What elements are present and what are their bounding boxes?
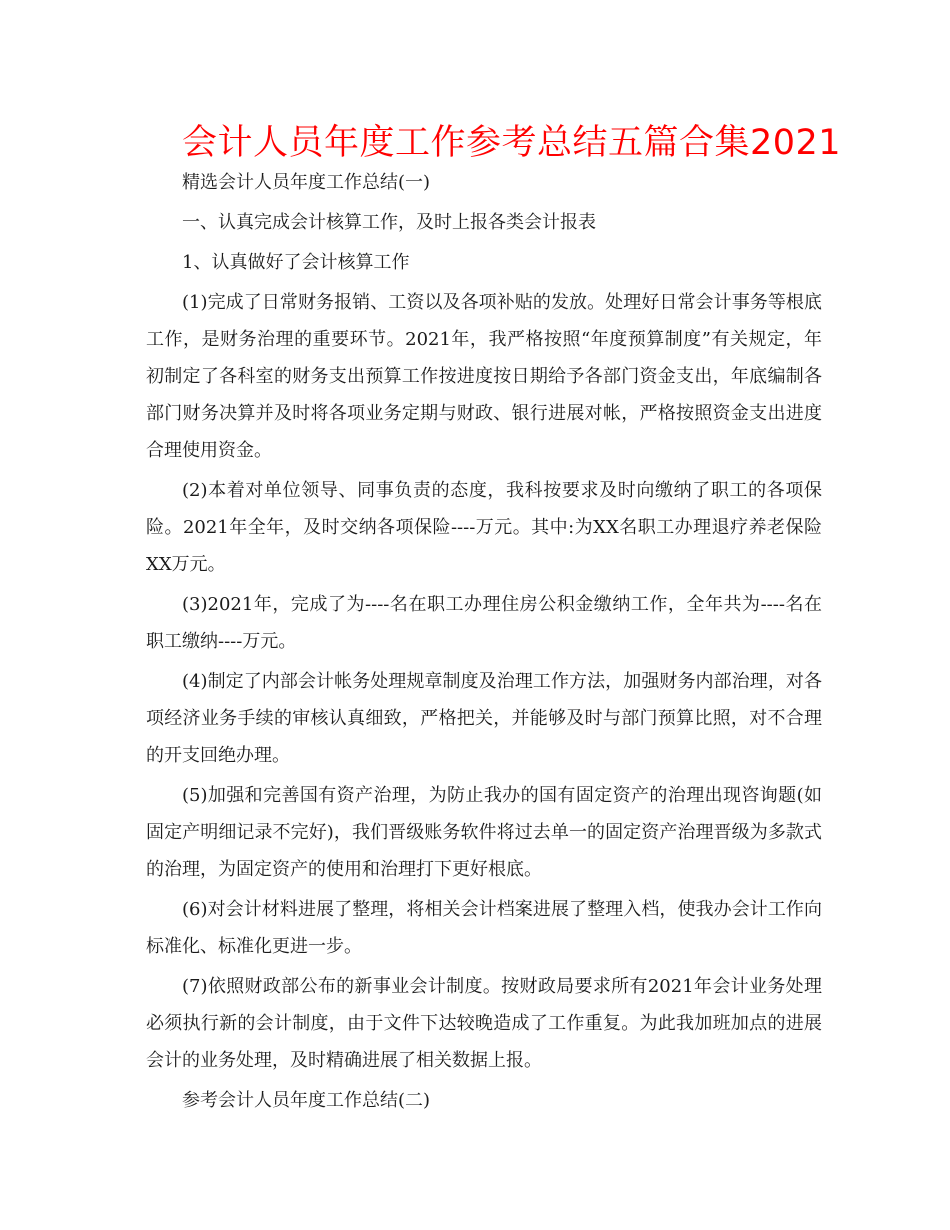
paragraph-7: (7)依照财政部公布的新事业会计制度。按财政局要求所有2021年会计业务处理必须执行新的会计制度，由于文件下达较晚造成了工作重复。为此我加班加点的进展会计的业务处理，及时精确进展了相关数据上报。: [146, 976, 822, 1071]
item-heading-1: 1、认真做好了会计核算工作: [182, 252, 410, 273]
paragraph-5: (5)加强和完善国有资产治理，为防止我办的国有固定资产的治理出现咨询题(如固定产明细记录不完好)，我们晋级账务软件将过去单一的固定资产治理晋级为多款式的治理，为固定资产的使用和治理打下更好根底。: [146, 785, 822, 880]
paragraph-4: (4)制定了内部会计帐务处理规章制度及治理工作方法，加强财务内部治理，对各项经济业务手续的审核认真细致，严格把关，并能够及时与部门预算比照，对不合理的开支回绝办理。: [146, 671, 822, 766]
paragraph-6: (6)对会计材料进展了整理，将相关会计档案进展了整理入档，使我办会计工作向标准化、标准化更进一步。: [146, 899, 822, 957]
section-heading-2: 参考会计人员年度工作总结(二): [182, 1090, 431, 1111]
subsection-heading-1: 一、认真完成会计核算工作，及时上报各类会计报表: [182, 212, 596, 233]
section-heading-1: 精选会计人员年度工作总结(一): [182, 172, 431, 193]
paragraph-2: (2)本着对单位领导、同事负责的态度，我科按要求及时向缴纳了职工的各项保险。2021年全年，及时交纳各项保险----万元。其中:为XX名职工办理退疗养老保险XX万元。: [146, 480, 822, 575]
document-title: 会计人员年度工作参考总结五篇合集2021: [182, 123, 842, 163]
document-body: [146, 164, 822, 1122]
paragraph-1: (1)完成了日常财务报销、工资以及各项补贴的发放。处理好日常会计事务等根底工作，是财务治理的重要环节。2021年，我严格按照“年度预算制度”有关规定，年初制定了各科室的财务支出预算工作按进度按日期给予各部门资金支出，年底编制各部门财务决算并及时将各项业务定期与财政、银行进展对帐，严格按照资金支出进度合理使用资金。: [146, 292, 822, 461]
paragraph-3: (3)2021年，完成了为----名在职工办理住房公积金缴纳工作，全年共为----名在职工缴纳----万元。: [146, 594, 822, 652]
